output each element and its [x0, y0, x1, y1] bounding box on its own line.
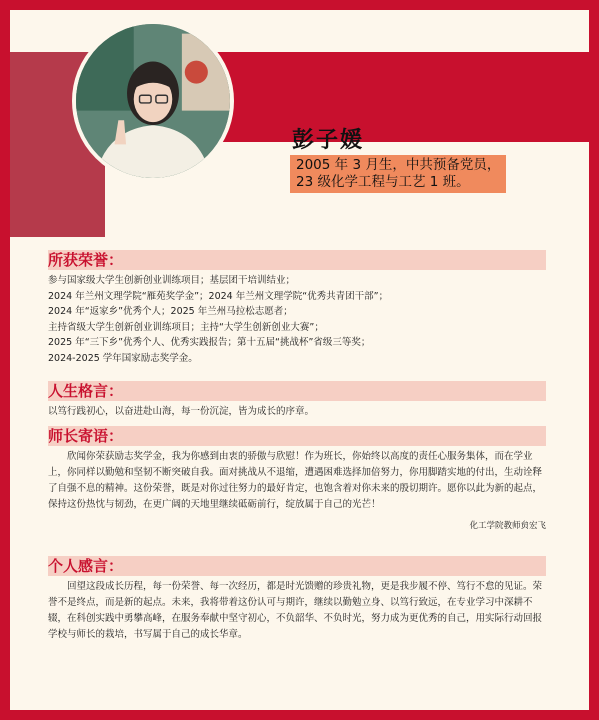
section-heading — [48, 556, 546, 576]
section-heading — [48, 426, 546, 446]
student-name: 彭子媛 — [292, 128, 365, 153]
reflection-text: 回望这段成长历程，每一份荣誉、每一次经历，都是时光馈赠的珍贵礼物，更是我步履不停、笃行不怠的见证。荣誉不是终点，而是新的起点。未来，我将带着这份认可与期许，继续以勤勉立身、以笃行致远，在专业学习中深耕不辍，在科创实践中勇攀高峰，在服务奉献中坚守初心，不负韶华、不负时光，努力成为更优秀的自己，用实际行动回报学校与师长的栽培，书写属于自己的成长华章。 — [48, 581, 543, 640]
student-info — [290, 155, 506, 193]
profile-photo — [72, 20, 234, 182]
teacher-heading: 师长寄语： — [48, 427, 124, 445]
section-heading — [48, 381, 546, 401]
section-heading — [48, 250, 546, 270]
honor-item: 2025 年“三下乡”优秀个人、优秀实践报告；第十五届“挑战杯”省级三等奖； — [48, 337, 371, 348]
teacher-signature: 化工学院教师贠宏飞 — [469, 521, 546, 531]
motto-section — [48, 381, 546, 420]
teacher-message: 欣闻你荣获励志奖学金，我为你感到由衷的骄傲与欣慰！作为班长，你始终以高度的责任心服务集体，而在学业上，你同样以勤勉和坚韧不断突破自我。面对挑战从不退缩，遭遇困难选择加倍努力，你用脚踏实地的付出，生动诠释了自强不息的精神。这份荣誉，既是对你过往努力的最好肯定，也饱含着对你未来的殷切期许。愿你以此为新的起点，保持这份热忱与韧劲，在更广阔的天地里继续砥砺前行，绽放属于自己的光芒！ — [48, 451, 543, 510]
honor-item: 参与国家级大学生创新创业训练项目；基层团干培训结业； — [48, 275, 296, 286]
portrait-illustration — [76, 24, 230, 178]
honor-item: 2024-2025 学年国家励志奖学金。 — [48, 352, 198, 364]
honors-heading: 所获荣誉： — [48, 251, 124, 269]
honor-item: 2024 年兰州文理学院“雁苑奖学金”；2024 年兰州文理学院“优秀共青团干部”； — [48, 290, 389, 302]
reflection-section — [48, 556, 546, 643]
honors-list — [48, 273, 546, 366]
teacher-section — [48, 426, 546, 531]
reflection-heading: 个人感言： — [48, 557, 124, 575]
honors-section — [48, 250, 546, 366]
honor-item: 主持省级大学生创新创业训练项目；主持“大学生创新创业大赛”； — [48, 321, 324, 333]
motto-text: 以笃行践初心，以奋进赴山海，每一份沉淀，皆为成长的序章。 — [48, 406, 315, 417]
honor-item: 2024 年“返家乡”优秀个人；2025 年兰州马拉松志愿者； — [48, 306, 293, 317]
info-line: 23 级化学工程与工艺 1 班。 — [296, 174, 470, 190]
motto-heading: 人生格言： — [48, 382, 124, 400]
info-line: 2005 年 3 月生，中共预备党员， — [296, 157, 501, 173]
